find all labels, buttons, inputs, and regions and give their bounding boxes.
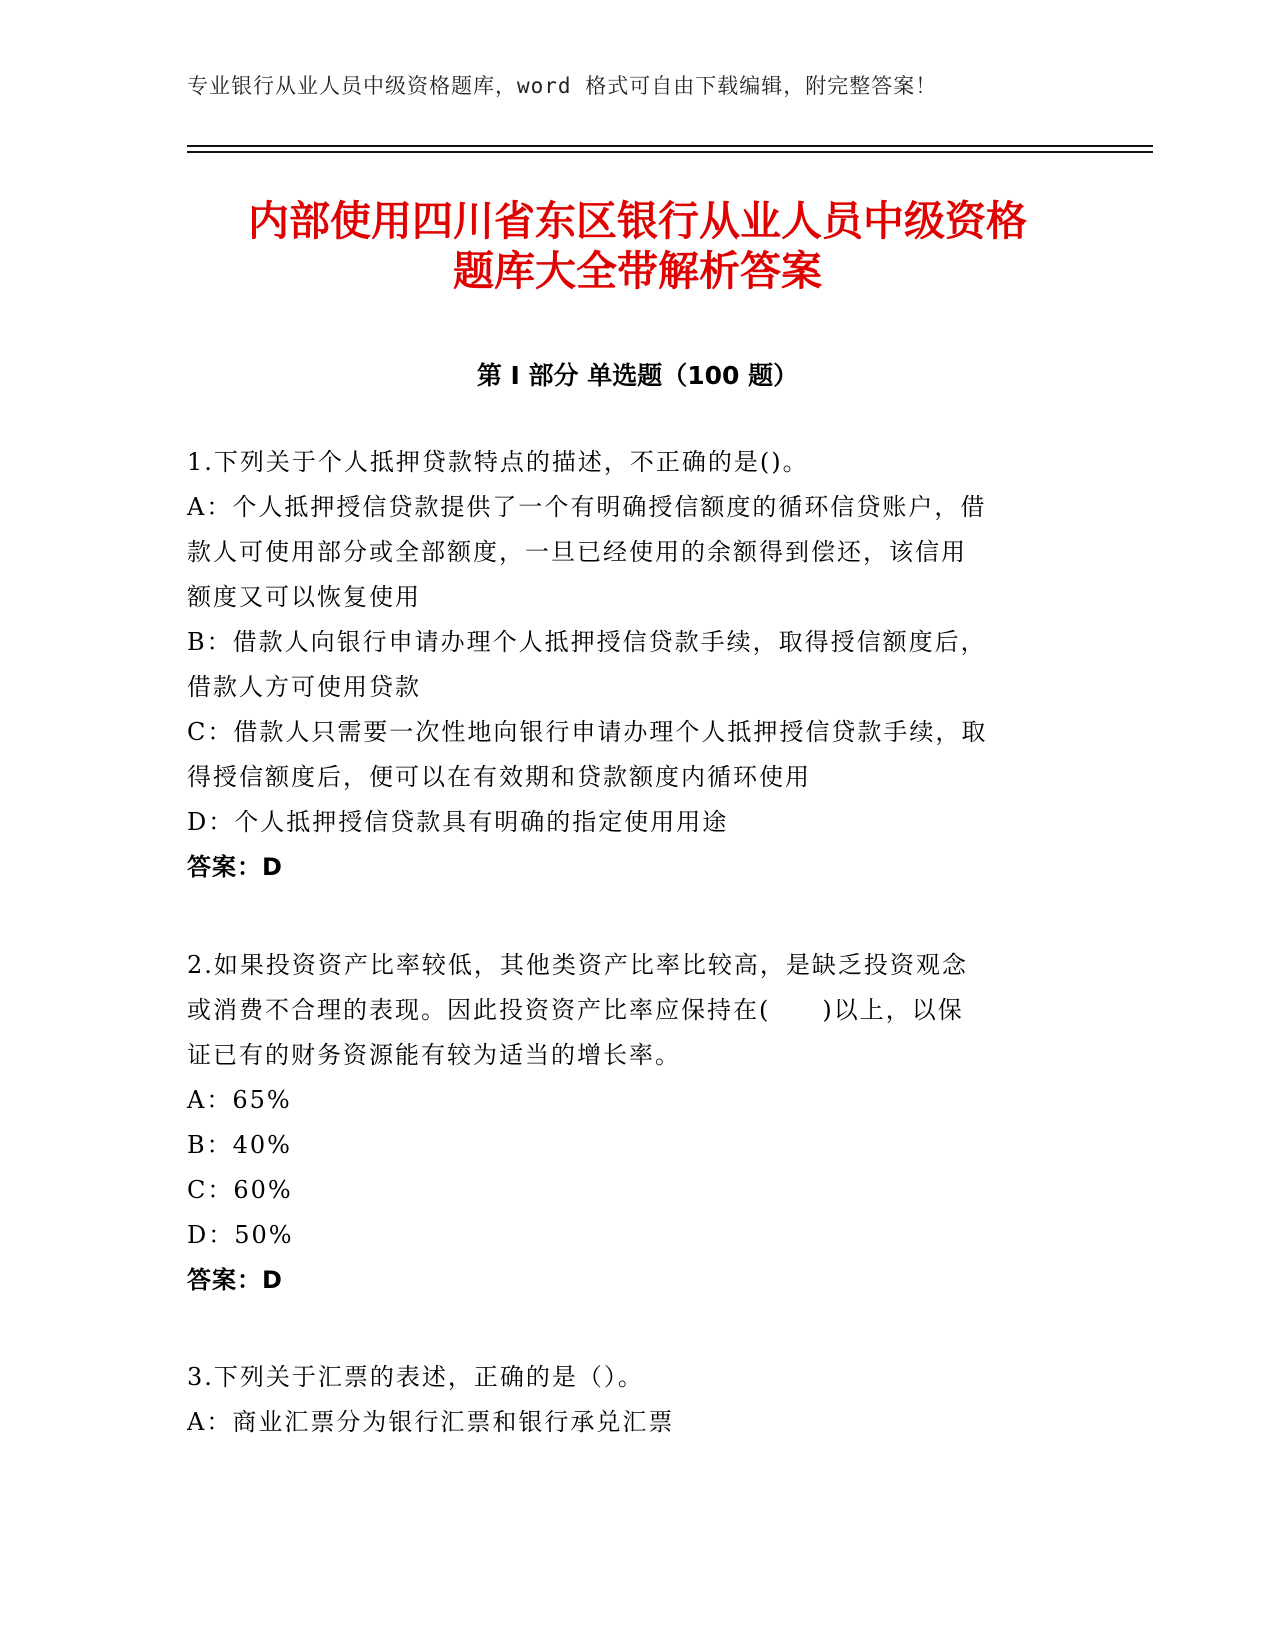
question-1-option-a-line-3: 额度又可以恢复使用 bbox=[187, 583, 421, 611]
question-1-option-a-line-1: A：个人抵押授信贷款提供了一个有明确授信额度的循环信贷账户，借 bbox=[187, 493, 987, 521]
question-2-option-a: A：65% bbox=[187, 1086, 292, 1114]
document-title-line-2: 题库大全带解析答案 bbox=[453, 247, 822, 295]
document-title-line-1: 内部使用四川省东区银行从业人员中级资格 bbox=[248, 197, 1027, 245]
question-2-option-c: C：60% bbox=[187, 1176, 293, 1204]
question-1-option-a-line-2: 款人可使用部分或全部额度，一旦已经使用的余额得到偿还，该信用 bbox=[187, 538, 967, 566]
question-1-option-c-line-1: C：借款人只需要一次性地向银行申请办理个人抵押授信贷款手续，取 bbox=[187, 718, 988, 746]
question-3 bbox=[187, 1355, 1077, 1445]
question-2-option-d: D：50% bbox=[187, 1221, 294, 1249]
question-2-answer: 答案：D bbox=[187, 1266, 283, 1294]
question-3-option-a: A：商业汇票分为银行汇票和银行承兑汇票 bbox=[187, 1408, 675, 1436]
section-title: 第 I 部分 单选题（100 题） bbox=[476, 361, 799, 390]
question-2-stem-line-3: 证已有的财务资源能有较为适当的增长率。 bbox=[187, 1041, 681, 1069]
question-1-option-d: D：个人抵押授信贷款具有明确的指定使用用途 bbox=[187, 808, 729, 836]
question-1-answer: 答案：D bbox=[187, 853, 283, 881]
question-2-stem-line-1: 2.如果投资资产比率较低，其他类资产比率比较高，是缺乏投资观念 bbox=[187, 951, 968, 979]
question-1-option-b-line-2: 借款人方可使用贷款 bbox=[187, 673, 421, 701]
question-2 bbox=[187, 943, 1077, 1303]
question-2-option-b: B：40% bbox=[187, 1131, 292, 1159]
header-rule-bottom bbox=[187, 151, 1153, 153]
header-rule-top bbox=[187, 145, 1153, 147]
question-1 bbox=[187, 440, 1077, 890]
question-2-stem-line-2: 或消费不合理的表现。因此投资资产比率应保持在( )以上，以保 bbox=[187, 996, 964, 1024]
question-1-stem: 1.下列关于个人抵押贷款特点的描述，不正确的是()。 bbox=[187, 448, 809, 476]
question-1-option-c-line-2: 得授信额度后，便可以在有效期和贷款额度内循环使用 bbox=[187, 763, 811, 791]
question-1-option-b-line-1: B：借款人向银行申请办理个人抵押授信贷款手续，取得授信额度后， bbox=[187, 628, 987, 656]
document-title bbox=[140, 196, 1135, 296]
question-3-stem: 3.下列关于汇票的表述，正确的是（）。 bbox=[187, 1363, 644, 1391]
header-note: 专业银行从业人员中级资格题库，word 格式可自由下载编辑，附完整答案！ bbox=[187, 74, 938, 98]
